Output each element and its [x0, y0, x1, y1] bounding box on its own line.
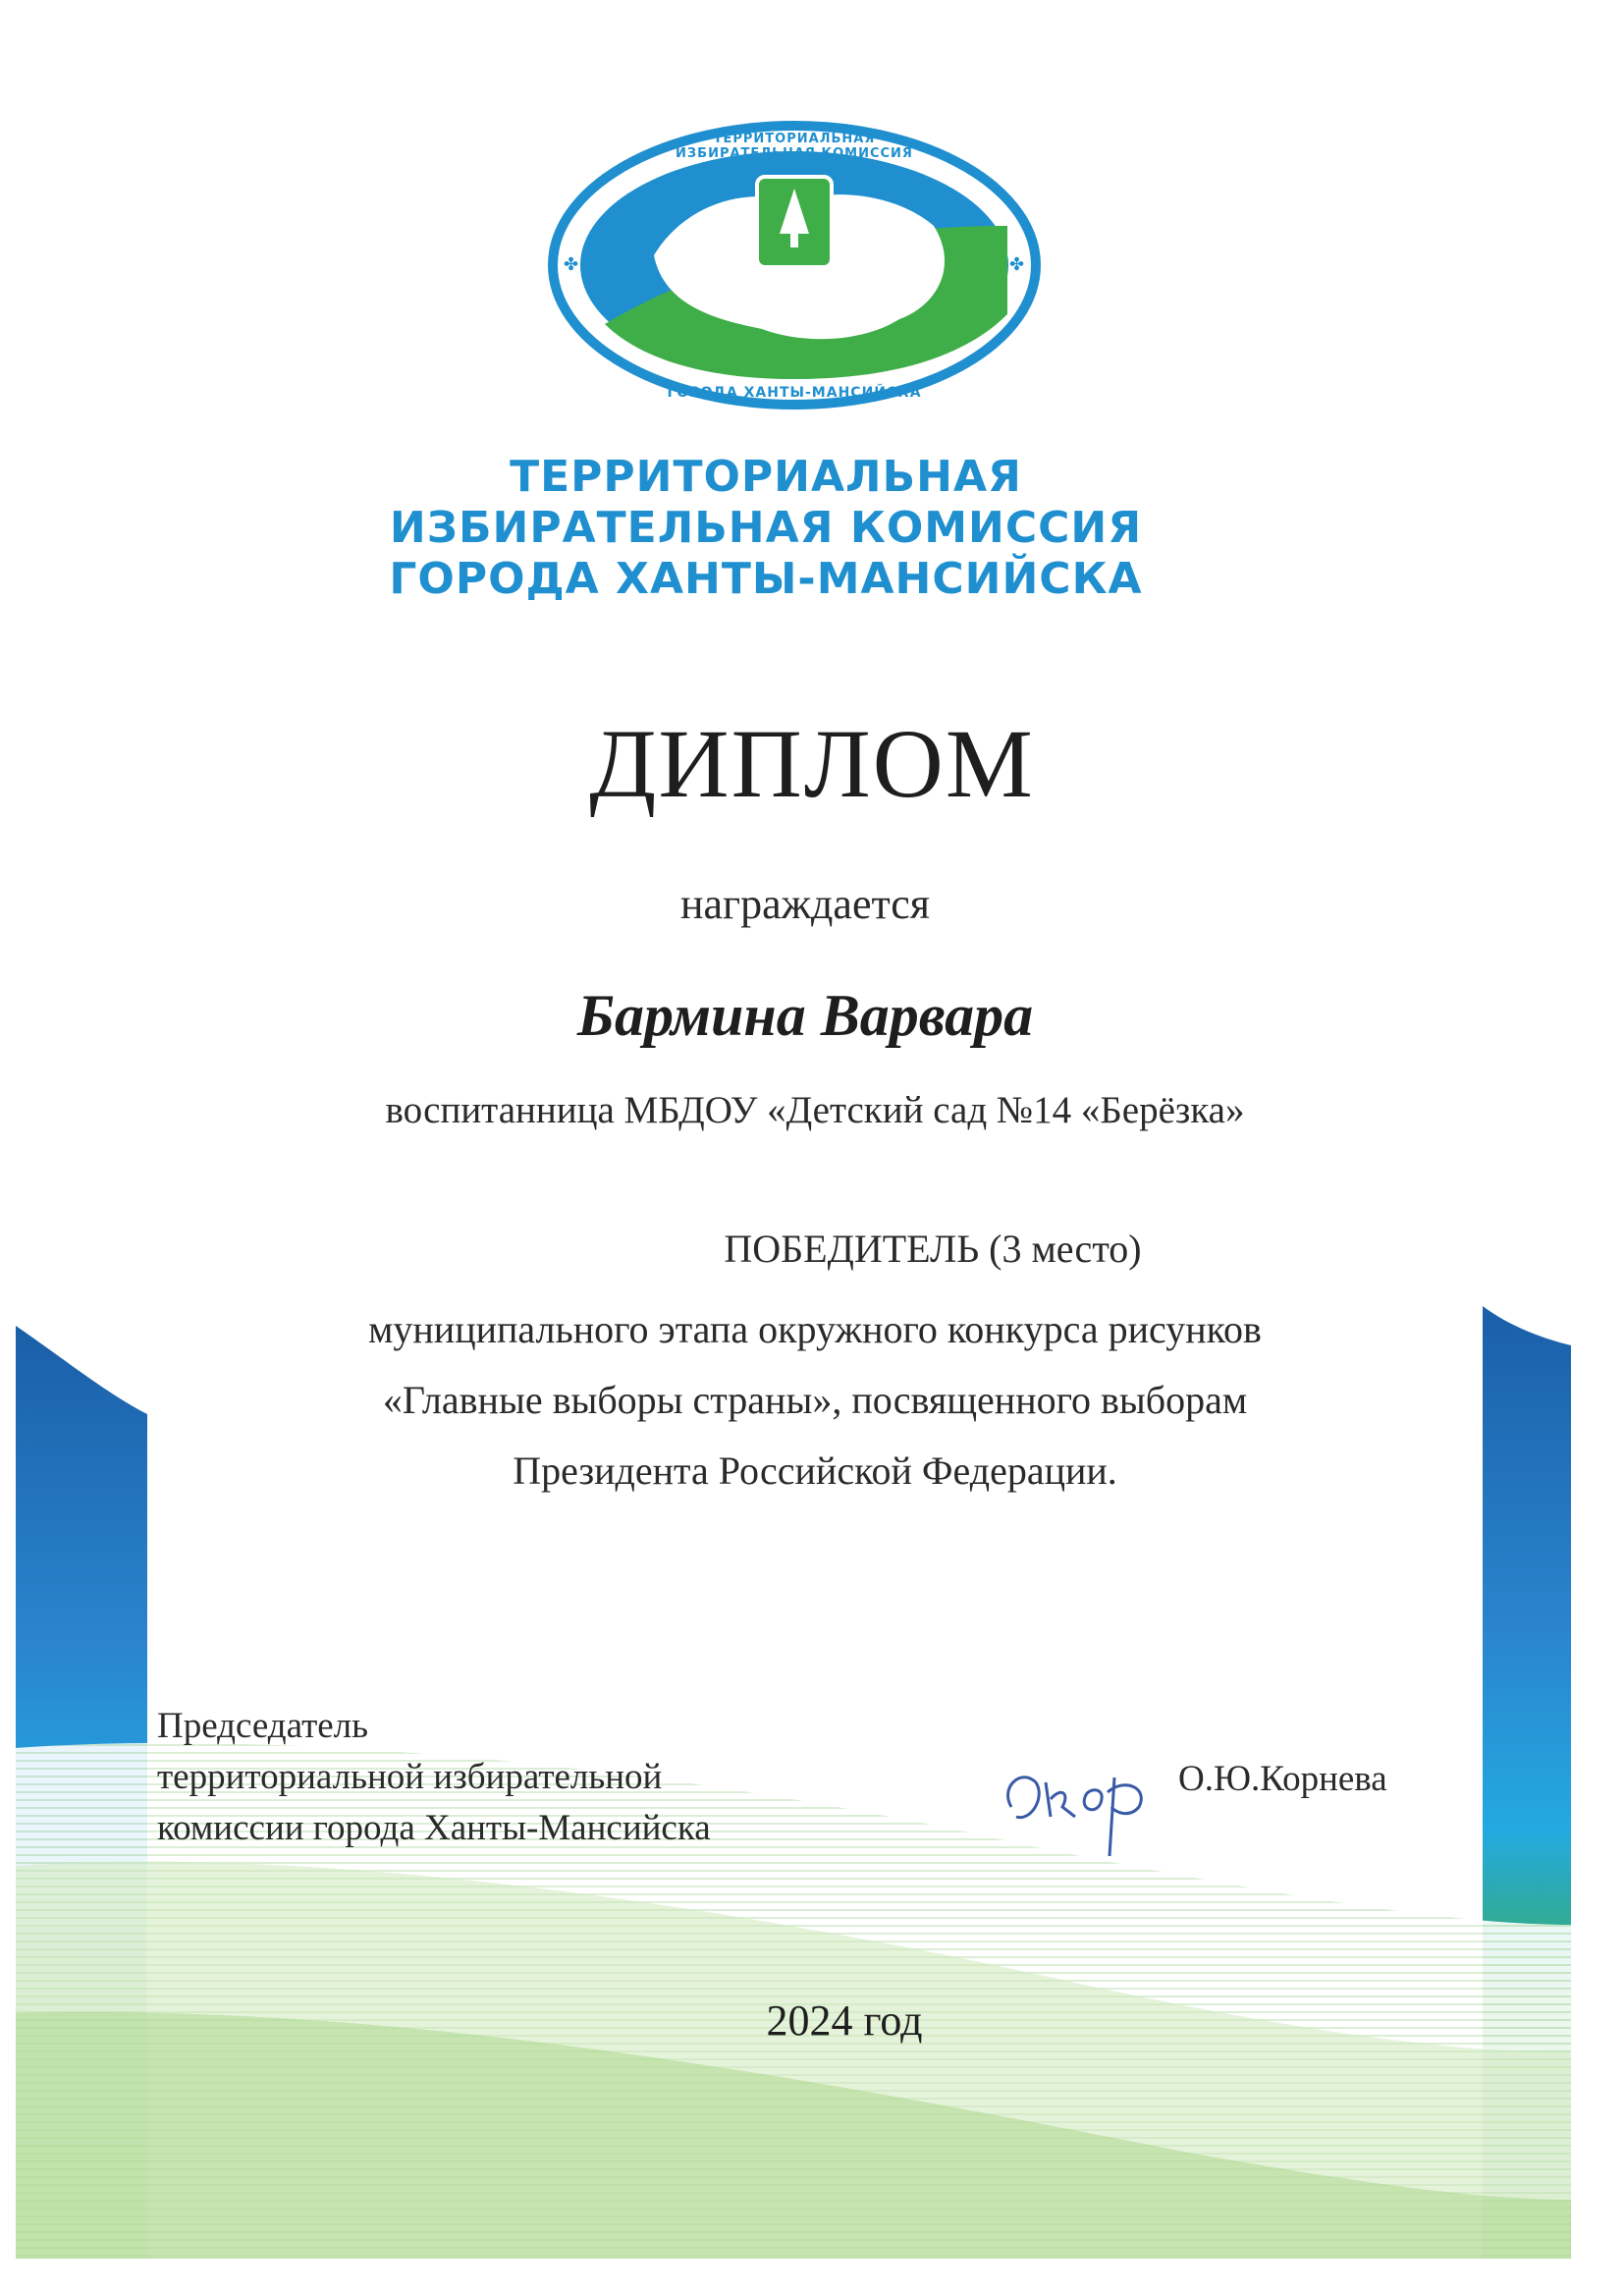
logo-top-text: ТЕРРИТОРИАЛЬНАЯ ИЗБИРАТЕЛЬНАЯ КОМИССИЯ [676, 132, 913, 161]
signatory-title-line2: территориальной избирательной [157, 1757, 663, 1797]
recipient-affiliation: воспитанница МБДОУ «Детский сад №14 «Берёзка» [385, 1089, 1245, 1131]
logo-ring-text [546, 118, 1043, 412]
signatory-title [157, 1701, 903, 1854]
description-line2: «Главные выборы страны», посвященного выборам [382, 1378, 1248, 1422]
organization-line3: ГОРОДА ХАНТЫ-МАНСИЙСКА [389, 554, 1143, 604]
awarded-text: награждается [679, 880, 931, 928]
signatory-name: О.Ю.Корнева [1178, 1759, 1387, 1799]
organization-title [334, 452, 1198, 605]
organization-line2: ИЗБИРАТЕЛЬНАЯ КОМИССИЯ [389, 503, 1143, 553]
signatory-title-line1: Председатель [157, 1706, 369, 1746]
logo-bottom-text: ГОРОДА ХАНТЫ-МАНСИЙСКА [667, 385, 922, 401]
svg-text:✤: ✤ [1009, 254, 1025, 275]
handwritten-signature [992, 1748, 1159, 1866]
description-line1: муниципального этапа окружного конкурса рисунков [368, 1307, 1262, 1351]
svg-text:✤: ✤ [564, 254, 579, 275]
description-line3: Президента Российской Федерации. [513, 1449, 1117, 1493]
recipient-name: Бармина Варвара [576, 983, 1034, 1048]
award-result: ПОБЕДИТЕЛЬ (3 место) [724, 1227, 1142, 1271]
document-title: ДИПЛОМ [589, 709, 1035, 818]
organization-line1: ТЕРРИТОРИАЛЬНАЯ [510, 452, 1022, 502]
signatory-title-line3: комиссии города Ханты-Мансийска [157, 1808, 711, 1848]
award-description [196, 1294, 1434, 1506]
issue-year: 2024 год [766, 1996, 923, 2045]
